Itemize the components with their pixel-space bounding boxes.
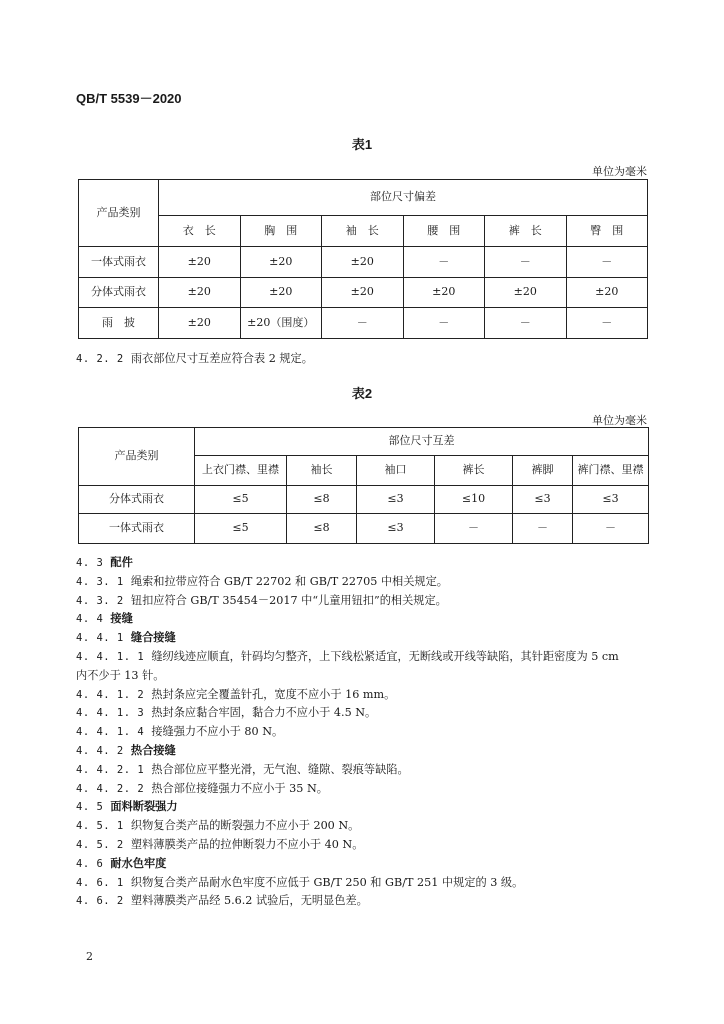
- table1-column-header: 腰 围: [403, 216, 485, 247]
- clause-text: 缝纫线迹应顺直，针码均匀整齐，上下线松紧适宜，无断线或开线等缺陷，其针距密度为 5 cm: [151, 649, 619, 663]
- row-category: 一体式雨衣: [79, 514, 195, 544]
- clause-number: 4. 4. 2. 2: [76, 782, 145, 795]
- table1-group-header: 部位尺寸偏差: [159, 180, 648, 216]
- clause-number: 4. 4. 1. 3: [76, 707, 145, 720]
- clause-line: [76, 798, 654, 817]
- clause-line: [76, 667, 654, 686]
- table1-caption: 表1: [351, 137, 373, 152]
- clause-line: [76, 554, 654, 573]
- row-category: 雨 披: [79, 308, 159, 339]
- clause-line: [76, 780, 654, 799]
- table-cell: ≤3: [573, 486, 649, 514]
- table-cell: －: [573, 514, 649, 544]
- table1: [78, 179, 648, 339]
- clause-number: 4. 4. 1. 2: [76, 688, 145, 701]
- table-cell: －: [485, 247, 567, 278]
- table-row: [79, 278, 648, 308]
- clause-line: [76, 874, 654, 893]
- table-cell: ±20: [240, 278, 322, 308]
- page-number: 2: [86, 950, 93, 963]
- clause-text: 织物复合类产品的断裂强力不应小于 200 N。: [130, 819, 360, 833]
- table-cell: ±20: [159, 247, 241, 278]
- table-cell: －: [485, 308, 567, 339]
- row-category: 分体式雨衣: [79, 486, 195, 514]
- clause-number: 4. 4. 1. 1: [76, 650, 145, 663]
- table1-column-header: 胸 围: [240, 216, 322, 247]
- clause-line: [76, 610, 654, 629]
- table2-category-header: 产品类别: [79, 428, 195, 486]
- table-cell: ≤10: [435, 486, 513, 514]
- clause-line: [76, 723, 654, 742]
- table-cell: －: [403, 308, 485, 339]
- table-cell: ≤8: [287, 486, 357, 514]
- row-category: 分体式雨衣: [79, 278, 159, 308]
- clause-number: 4. 4. 1: [76, 632, 124, 645]
- clause-line: [76, 686, 654, 705]
- clause-line: [76, 592, 654, 611]
- clause-text: 热封条应完全覆盖针孔，宽度不应小于 16 mm。: [151, 687, 396, 701]
- clause-number: 4. 3: [76, 557, 104, 569]
- clause-line: [76, 648, 654, 667]
- table-cell: ±20（围度）: [240, 308, 322, 339]
- table-row: [79, 486, 649, 514]
- clause-text: 热合部位接缝强力不应小于 35 N。: [151, 781, 328, 795]
- clause-number: 4. 6. 1: [76, 876, 124, 889]
- clause-number: 4. 4: [76, 613, 104, 626]
- table-cell: －: [513, 514, 573, 544]
- table2-column-header: 裤长: [435, 456, 513, 486]
- table-cell: ≤3: [357, 514, 435, 544]
- table-cell: －: [322, 308, 404, 339]
- clause-list: [76, 554, 654, 911]
- clause-line: [76, 573, 654, 592]
- clause-line: [76, 742, 654, 761]
- table2-column-header: 裤门襟、里襟: [573, 456, 649, 486]
- section-heading: 热合接缝: [130, 744, 176, 757]
- clause-number: 4. 5. 2: [76, 838, 124, 851]
- table-cell: －: [435, 514, 513, 544]
- table-cell: ±20: [322, 247, 404, 278]
- clause-number: 4. 3. 1: [76, 575, 124, 588]
- clause-text: 热合部位应平整光滑，无气泡、缝隙、裂痕等缺陷。: [151, 762, 409, 776]
- section-heading: 面料断裂强力: [110, 801, 178, 814]
- table-cell: ≤8: [287, 514, 357, 544]
- clause-number: 4. 4. 2: [76, 744, 124, 757]
- table-cell: ±20: [159, 278, 241, 308]
- table-cell: －: [566, 308, 648, 339]
- clause-text: 钮扣应符合 GB/T 35454－2017 中“儿童用钮扣”的相关规定。: [130, 593, 447, 607]
- table1-column-header: 衣 长: [159, 216, 241, 247]
- clause-text: 织物复合类产品耐水色牢度不应低于 GB/T 250 和 GB/T 251 中规定的 3 级。: [130, 875, 524, 889]
- clause-text: 雨衣部位尺寸互差应符合表 2 规定。: [130, 352, 313, 365]
- table-cell: ≤5: [195, 514, 287, 544]
- clause-line: [76, 836, 654, 855]
- table-row: [79, 514, 649, 544]
- table2-column-header: 袖口: [357, 456, 435, 486]
- clause-number: 4. 5. 1: [76, 820, 124, 833]
- clause-text: 塑料薄膜类产品的拉伸断裂力不应小于 40 N。: [130, 837, 364, 851]
- clause-number: 4. 6: [76, 857, 104, 870]
- table2-column-header: 袖长: [287, 456, 357, 486]
- table1-column-header: 袖 长: [322, 216, 404, 247]
- table2-group-header: 部位尺寸互差: [195, 428, 649, 456]
- clause-text: 绳索和拉带应符合 GB/T 22702 和 GB/T 22705 中相关规定。: [130, 574, 448, 588]
- table-cell: ±20: [566, 278, 648, 308]
- table-row: [79, 308, 648, 339]
- table2-column-header: 上衣门襟、里襟: [195, 456, 287, 486]
- table-cell: ±20: [240, 247, 322, 278]
- table-cell: ±20: [403, 278, 485, 308]
- table2-column-header: 裤脚: [513, 456, 573, 486]
- table1-column-header: 臀 围: [566, 216, 648, 247]
- table-cell: ±20: [322, 278, 404, 308]
- table2: [78, 427, 649, 544]
- table2-unit: 单位为毫米: [592, 414, 647, 427]
- clause-line: [76, 704, 654, 723]
- table-cell: －: [403, 247, 485, 278]
- clause-text: 热封条应黏合牢固，黏合力不应小于 4.5 N。: [151, 706, 377, 720]
- table-cell: ±20: [485, 278, 567, 308]
- clause-line: [76, 629, 654, 648]
- table-cell: ≤3: [357, 486, 435, 514]
- section-heading: 缝合接缝: [130, 632, 176, 645]
- table-row: [79, 247, 648, 278]
- table2-caption: 表2: [351, 386, 373, 401]
- table-cell: ≤5: [195, 486, 287, 514]
- standard-code: QB/T 5539－2020: [76, 91, 182, 106]
- clause-text: 内不少于 13 针。: [76, 668, 165, 682]
- section-heading: 配件: [110, 557, 133, 569]
- table1-column-header: 裤 长: [485, 216, 567, 247]
- table1-unit: 单位为毫米: [592, 165, 647, 178]
- clause-number: 4. 2. 2: [76, 353, 124, 365]
- clause-line: [76, 817, 654, 836]
- clause-number: 4. 3. 2: [76, 594, 124, 607]
- table-cell: ±20: [159, 308, 241, 339]
- clause-number: 4. 4. 2. 1: [76, 763, 145, 776]
- table-cell: ≤3: [513, 486, 573, 514]
- table1-category-header: 产品类别: [79, 180, 159, 247]
- clause-text: 塑料薄膜类产品经 5.6.2 试验后，无明显色差。: [130, 894, 368, 908]
- clause-4-2-2: [76, 350, 654, 369]
- clause-line: [76, 855, 654, 874]
- clause-line: [76, 761, 654, 780]
- clause-number: 4. 6. 2: [76, 895, 124, 908]
- table-cell: －: [566, 247, 648, 278]
- clause-number: 4. 5: [76, 801, 104, 814]
- clause-text: 接缝强力不应小于 80 N。: [151, 725, 284, 739]
- clause-number: 4. 4. 1. 4: [76, 726, 145, 739]
- row-category: 一体式雨衣: [79, 247, 159, 278]
- section-heading: 接缝: [110, 613, 133, 626]
- section-heading: 耐水色牢度: [110, 857, 167, 870]
- clause-line: [76, 892, 654, 911]
